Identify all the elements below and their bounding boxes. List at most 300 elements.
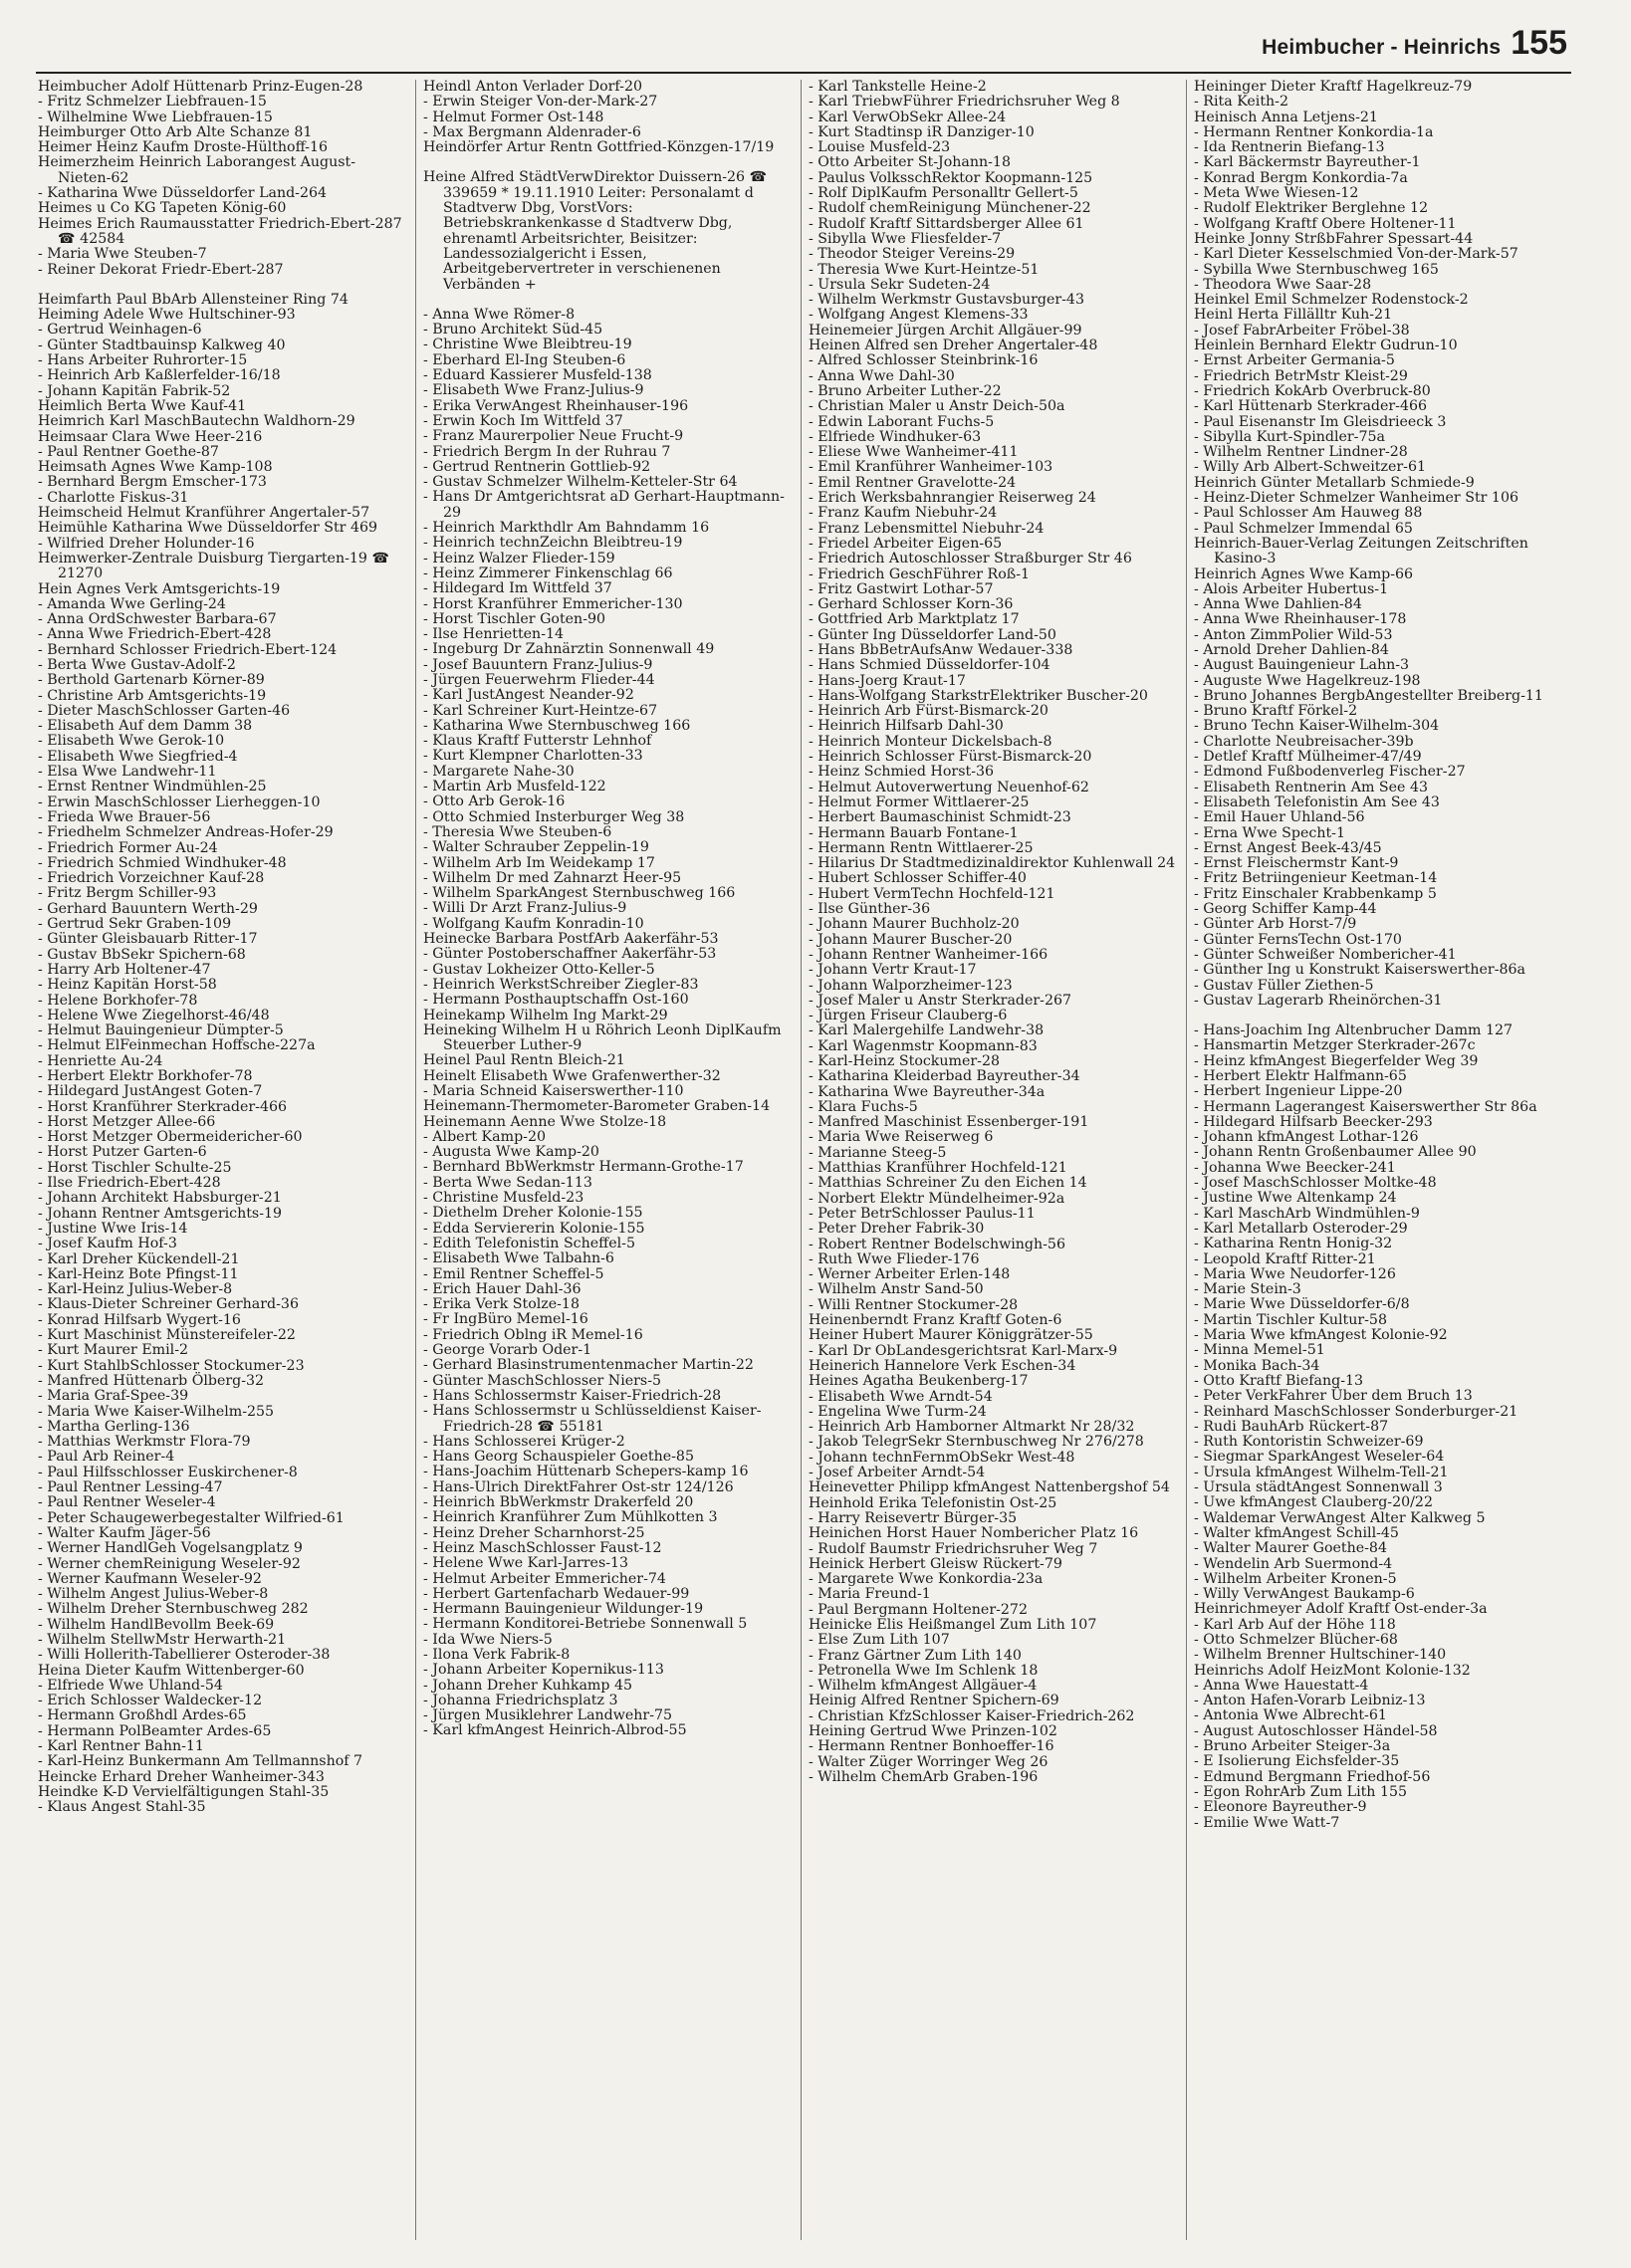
- directory-entry: - Franz Maurerpolier Neue Frucht-9: [423, 428, 684, 445]
- directory-entry: - Heinz-Dieter Schmelzer Wanheimer Str 106: [1194, 490, 1519, 507]
- directory-entry: - Helmut Arbeiter Emmericher-74: [423, 1570, 666, 1587]
- directory-entry: - Hildegard JustAngest Goten-7: [38, 1083, 263, 1100]
- directory-entry: Heimfarth Paul BbArb Allensteiner Ring 74: [38, 291, 349, 308]
- directory-entry: - Elisabeth Wwe Gerok-10: [38, 733, 225, 750]
- section-gap: [423, 293, 794, 308]
- directory-entry: Heiming Adele Wwe Hultschiner-93: [38, 307, 296, 324]
- directory-entry: - Paul Eisenanstr Im Gleisdrieeck 3: [1194, 413, 1447, 430]
- directory-entry: Heinrich Agnes Wwe Kamp-66: [1194, 566, 1414, 582]
- directory-entry: - Rudi BauhArb Rückert-87: [1194, 1418, 1389, 1435]
- directory-entry: - Karl Hüttenarb Sterkrader-466: [1194, 398, 1428, 415]
- directory-entry: - Kurt Stadtinsp iR Danziger-10: [809, 123, 1035, 140]
- directory-entry: - Meta Wwe Wiesen-12: [1194, 185, 1359, 202]
- directory-entry: - Harry Reisevertr Bürger-35: [809, 1509, 1018, 1526]
- directory-entry: - Emilie Wwe Watt-7: [1194, 1814, 1340, 1831]
- directory-entry: - Konrad Bergm Konkordia-7a: [1194, 169, 1408, 186]
- directory-entry: - Herbert Baumaschinist Schmidt-23: [809, 809, 1071, 826]
- directory-entry: - Karl Malergehilfe Landwehr-38: [809, 1022, 1045, 1039]
- directory-entry: - Marie Stein-3: [1194, 1281, 1301, 1298]
- directory-entry: - Antonia Wwe Albrecht-61: [1194, 1707, 1387, 1724]
- directory-entry: - Paul Rentner Weseler-4: [38, 1494, 216, 1511]
- directory-entry: - Josef Maler u Anstr Sterkrader-267: [809, 992, 1072, 1009]
- directory-entry: - Friedrich Oblng iR Memel-16: [423, 1326, 643, 1343]
- directory-entry: Hein Agnes Verk Amtsgerichts-19: [38, 580, 281, 597]
- directory-entry: - Matthias Werkmstr Flora-79: [38, 1434, 251, 1451]
- directory-entry: - Hermann Bauarb Fontane-1: [809, 824, 1019, 841]
- directory-entry: - Wendelin Arb Suermond-4: [1194, 1555, 1393, 1572]
- directory-entry: - August Bauingenieur Lahn-3: [1194, 657, 1410, 674]
- directory-entry: Heineking Wilhelm H u Röhrich Leonh DiplKaufm Steuerber Luther-9: [423, 1021, 782, 1054]
- directory-entry: - Bernhard Bergm Emscher-173: [38, 474, 267, 491]
- directory-entry: Heimrich Karl MaschBautechn Waldhorn-29: [38, 413, 355, 430]
- directory-entry: - Frieda Wwe Brauer-56: [38, 808, 211, 825]
- directory-entry: - Eduard Kassierer Musfeld-138: [423, 367, 652, 384]
- directory-entry: - Rudolf Elektriker Berglehne 12: [1194, 200, 1429, 217]
- directory-entry: - Elfriede Wwe Uhland-54: [38, 1677, 223, 1694]
- directory-entry: - Christine Wwe Bleibtreu-19: [423, 337, 632, 353]
- directory-entry: - Willy Arb Albert-Schweitzer-61: [1194, 459, 1427, 476]
- header-rule: [36, 72, 1571, 74]
- directory-entry: - Christine Arb Amtsgerichts-19: [38, 687, 267, 704]
- directory-entry: - Georg Schiffer Kamp-44: [1194, 901, 1377, 918]
- directory-entry: - Wolfgang Kraftf Obere Holtener-11: [1194, 215, 1457, 232]
- directory-entry: - Anna Wwe Dahlien-84: [1194, 596, 1362, 613]
- directory-entry: - Heinz Kapitän Horst-58: [38, 977, 217, 994]
- directory-entry: - Elisabeth Wwe Talbahn-6: [423, 1250, 614, 1267]
- directory-entry: - Sibylla Kurt-Spindler-75a: [1194, 428, 1385, 445]
- directory-entry: - Wilhelm StellwMstr Herwarth-21: [38, 1631, 287, 1648]
- directory-entry: - Maria Wwe Reiserweg 6: [809, 1129, 994, 1146]
- directory-entry: - Helmut Autoverwertung Neuenhof-62: [809, 779, 1089, 795]
- directory-entry: - Monika Bach-34: [1194, 1357, 1320, 1374]
- directory-entry: - Johann Architekt Habsburger-21: [38, 1190, 282, 1207]
- directory-entry: - Helmut ElFeinmechan Hoffsche-227a: [38, 1037, 316, 1054]
- directory-entry: - Herbert Elektr Halfmann-65: [1194, 1068, 1407, 1084]
- section-gap: [1194, 1009, 1564, 1023]
- directory-entry: - Günter Postoberschaffner Aakerfähr-53: [423, 946, 717, 963]
- directory-entry: - Herbert Elektr Borkhofer-78: [38, 1068, 253, 1084]
- directory-entry: - Hermann PolBeamter Ardes-65: [38, 1722, 272, 1739]
- directory-entry: - Gustav Schmelzer Wilhelm-Ketteler-Str 64: [423, 474, 738, 491]
- directory-entry: - Hermann Lagerangest Kaiserswerther Str 86a: [1194, 1098, 1537, 1115]
- directory-entry: - Hildegard Im Wittfeld 37: [423, 580, 612, 597]
- directory-entry: - Erich Hauer Dahl-36: [423, 1280, 582, 1297]
- directory-entry: - Helene Borkhofer-78: [38, 992, 198, 1009]
- directory-entry: - Heinrich Monteur Dickelsbach-8: [809, 733, 1052, 750]
- directory-entry: - Wilhelm HandlBevollm Beek-69: [38, 1616, 275, 1633]
- directory-entry: Heinekamp Wilhelm Ing Markt-29: [423, 1007, 668, 1023]
- directory-entry: - Kurt Klempner Charlotten-33: [423, 748, 643, 765]
- directory-entry: - Helmut Former Ost-148: [423, 109, 604, 125]
- directory-entry: - Eliese Wwe Wanheimer-411: [809, 444, 1019, 461]
- directory-entry: - Katharina Wwe Sternbuschweg 166: [423, 717, 691, 734]
- directory-entry: - Karl Dr ObLandesgerichtsrat Karl-Marx-9: [809, 1342, 1118, 1359]
- directory-entry: Heimühle Katharina Wwe Düsseldorfer Str 469: [38, 520, 378, 537]
- directory-entry: - Klaus Angest Stahl-35: [38, 1799, 206, 1816]
- directory-entry: - Heinz Zimmerer Finkenschlag 66: [423, 565, 673, 581]
- directory-entry: - Engelina Wwe Turm-24: [809, 1403, 987, 1420]
- directory-entry: - Margarete Nahe-30: [423, 763, 575, 780]
- directory-entry: Heinemann-Thermometer-Barometer Graben-14: [423, 1098, 771, 1115]
- directory-entry: - Willi Rentner Stockumer-28: [809, 1296, 1019, 1313]
- directory-entry: - Maria Wwe Steuben-7: [38, 246, 207, 263]
- directory-entry: - Günter Gleisbauarb Ritter-17: [38, 931, 258, 948]
- directory-entry: - Hermann Posthauptschaffn Ost-160: [423, 992, 689, 1009]
- directory-entry: - Karl-Heinz Stockumer-28: [809, 1053, 1001, 1069]
- directory-entry: - Wilhelm Brenner Hultschiner-140: [1194, 1647, 1447, 1664]
- directory-entry: - Egon RohrArb Zum Lith 155: [1194, 1783, 1408, 1800]
- directory-entry: - Marianne Steeg-5: [809, 1144, 947, 1161]
- directory-entry: - Hermann Rentner Konkordia-1a: [1194, 123, 1434, 140]
- directory-entry: - Johann kfmAngest Lothar-126: [1194, 1129, 1419, 1146]
- directory-entry: - Erwin Steiger Von-der-Mark-27: [423, 94, 658, 111]
- directory-entry: - Karl VerwObSekr Allee-24: [809, 109, 1007, 125]
- directory-entry: - Gustav Füller Ziethen-5: [1194, 977, 1374, 994]
- directory-entry: - Karl Tankstelle Heine-2: [809, 80, 987, 95]
- directory-entry: - Maria Freund-1: [809, 1586, 931, 1603]
- directory-entry: - Hermann Bauingenieur Wildunger-19: [423, 1601, 704, 1618]
- directory-entry: - Walter Züger Worringer Weg 26: [809, 1753, 1048, 1770]
- directory-entry: - Friedrich Autoschlosser Straßburger Str 46: [809, 551, 1132, 567]
- directory-entry: - Christine Musfeld-23: [423, 1190, 584, 1207]
- directory-entry: - Josef MaschSchlosser Moltke-48: [1194, 1175, 1437, 1192]
- directory-entry: - Ruth Kontoristin Schweizer-69: [1194, 1434, 1424, 1451]
- directory-entry: - Minna Memel-51: [1194, 1342, 1325, 1359]
- directory-entry: - Gustav Lagerarb Rheinörchen-31: [1194, 992, 1443, 1009]
- directory-entry: Heimscheid Helmut Kranführer Angertaler-57: [38, 505, 370, 522]
- directory-entry: Heina Dieter Kaufm Wittenberger-60: [38, 1662, 305, 1679]
- directory-entry: - Karl-Heinz Julius-Weber-8: [38, 1281, 233, 1298]
- directory-entry: - Karl Dieter Kesselschmied Von-der-Mark-57: [1194, 246, 1518, 263]
- directory-entry: - Bruno Kraftf Förkel-2: [1194, 703, 1358, 720]
- directory-entry: - Detlef Kraftf Mülheimer-47/49: [1194, 749, 1422, 766]
- directory-entry: - Günter Schweißer Nombericher-41: [1194, 946, 1457, 963]
- directory-entry: - Konrad Hilfsarb Wygert-16: [38, 1311, 241, 1328]
- directory-entry: - Gerhard Bauuntern Werth-29: [38, 900, 258, 917]
- directory-entry: - Erika Verk Stolze-18: [423, 1296, 580, 1313]
- directory-entry: - Friedrich GeschFührer Roß-1: [809, 566, 1031, 582]
- directory-entry: - Ernst Angest Beek-43/45: [1194, 839, 1382, 856]
- directory-entry: - Günter MaschSchlosser Niers-5: [423, 1372, 662, 1389]
- directory-entry: - Edwin Laborant Fuchs-5: [809, 413, 995, 430]
- directory-entry: - Wolfgang Angest Klemens-33: [809, 307, 1029, 324]
- directory-entry: Heinenberndt Franz Kraftf Goten-6: [809, 1312, 1062, 1329]
- directory-entry: - Helmut Former Wittlaerer-25: [809, 794, 1030, 810]
- directory-entry: Heinl Herta Fillälltr Kuh-21: [1194, 307, 1393, 324]
- directory-entry: Heinlein Bernhard Elektr Gudrun-10: [1194, 338, 1458, 354]
- directory-entry: - Werner HandlGeh Vogelsangplatz 9: [38, 1540, 303, 1557]
- directory-entry: Heincke Erhard Dreher Wanheimer-343: [38, 1768, 325, 1785]
- directory-entry: - Anna Wwe Friedrich-Ebert-428: [38, 626, 272, 643]
- directory-entry: Heimbucher Adolf Hüttenarb Prinz-Eugen-28: [38, 80, 363, 95]
- directory-entry: - Emil Hauer Uhland-56: [1194, 809, 1365, 826]
- directory-entry: - Rita Keith-2: [1194, 94, 1289, 111]
- directory-entry: - Ilona Verk Fabrik-8: [423, 1646, 571, 1663]
- directory-entry: - Karl MaschArb Windmühlen-9: [1194, 1205, 1420, 1222]
- directory-entry: - Horst Metzger Allee-66: [38, 1113, 216, 1130]
- directory-entry: - Johann Kapitän Fabrik-52: [38, 382, 231, 399]
- directory-entry: - Hermann Rentn Wittlaerer-25: [809, 839, 1034, 856]
- directory-entry: - Elisabeth Wwe Arndt-54: [809, 1388, 993, 1405]
- directory-entry: - Rudolf Baumstr Friedrichsruher Weg 7: [809, 1540, 1098, 1557]
- directory-entry: Heinen Alfred sen Dreher Angertaler-48: [809, 338, 1098, 354]
- directory-entry: - Christian Maler u Anstr Deich-50a: [809, 398, 1065, 415]
- directory-entry: - Horst Kranführer Sterkrader-466: [38, 1098, 288, 1115]
- directory-entry: - Gertrud Rentnerin Gottlieb-92: [423, 458, 651, 475]
- directory-entry: - Johann Maurer Buchholz-20: [809, 916, 1020, 933]
- directory-entry: - Friedrich BetrMstr Kleist-29: [1194, 367, 1408, 384]
- directory-entry: Heimwerker-Zentrale Duisburg Tiergarten-19 ☎ 21270: [38, 550, 390, 582]
- directory-entry: Heimes Erich Raumausstatter Friedrich-Ebert-287 ☎ 42584: [38, 215, 402, 247]
- directory-entry: Heinemeier Jürgen Archit Allgäuer-99: [809, 322, 1082, 339]
- directory-entry: - Wilhelm kfmAngest Allgäuer-4: [809, 1678, 1038, 1695]
- directory-entry: - Matthias Schreiner Zu den Eichen 14: [809, 1175, 1087, 1192]
- directory-entry: - Theresia Wwe Kurt-Heintze-51: [809, 261, 1040, 278]
- directory-entry: - Ilse Günther-36: [809, 901, 931, 918]
- directory-entry: - Auguste Wwe Hagelkreuz-198: [1194, 672, 1421, 689]
- directory-entry: - Bernhard BbWerkmstr Hermann-Grothe-17: [423, 1159, 744, 1176]
- directory-entry: - Helmut Bauingenieur Dümpter-5: [38, 1022, 284, 1039]
- directory-entry: Heinrichs Adolf HeizMont Kolonie-132: [1194, 1662, 1471, 1679]
- directory-entry: - Matthias Kranführer Hochfeld-121: [809, 1160, 1067, 1177]
- directory-entry: - Hans-Joachim Ing Altenbrucher Damm 127: [1194, 1022, 1514, 1039]
- directory-entry: - Norbert Elektr Mündelheimer-92a: [809, 1190, 1065, 1207]
- directory-entry: - Wolfgang Kaufm Konradin-10: [423, 915, 644, 932]
- directory-entry: - Sibylla Wwe Fliesfelder-7: [809, 230, 1002, 247]
- directory-entry: - Gottfried Arb Marktplatz 17: [809, 611, 1020, 628]
- running-head: Heimbucher - Heinrichs: [1262, 36, 1502, 59]
- directory-entry: - Heinz kfmAngest Biegerfelder Weg 39: [1194, 1052, 1479, 1069]
- directory-entry: - Johanna Wwe Beecker-241: [1194, 1159, 1396, 1176]
- directory-entry: - Paul Schlosser Am Hauweg 88: [1194, 505, 1423, 522]
- section-gap: [423, 155, 794, 170]
- directory-entry: - Wilhelmine Wwe Liebfrauen-15: [38, 109, 273, 125]
- directory-entry: - Wilhelm Angest Julius-Weber-8: [38, 1586, 269, 1603]
- directory-entry: - Fritz Einschaler Krabbenkamp 5: [1194, 885, 1437, 902]
- column-4: [1186, 80, 1571, 2240]
- directory-entry: - Hans Georg Schauspieler Goethe-85: [423, 1449, 694, 1466]
- directory-entry: - Jürgen Musiklehrer Landwehr-75: [423, 1707, 673, 1724]
- directory-entry: - Friedrich Bergm In der Ruhrau 7: [423, 443, 671, 460]
- directory-entry: - Maria Wwe Kaiser-Wilhelm-255: [38, 1403, 275, 1420]
- directory-entry: - Maria Graf-Spee-39: [38, 1388, 189, 1405]
- directory-entry: - Wilhelm SparkAngest Sternbuschweg 166: [423, 885, 736, 902]
- directory-entry: - Bruno Arbeiter Luther-22: [809, 382, 1002, 399]
- directory-entry: - Erwin Koch Im Wittfeld 37: [423, 412, 623, 429]
- directory-entry: - Willi Dr Arzt Franz-Julius-9: [423, 900, 627, 917]
- directory-entry: - Max Bergmann Aldenrader-6: [423, 123, 641, 140]
- directory-entry: - Otto Arbeiter St-Johann-18: [809, 154, 1011, 171]
- directory-entry: - Elisabeth Auf dem Damm 38: [38, 718, 253, 735]
- directory-entry: - Elisabeth Rentnerin Am See 43: [1194, 779, 1429, 795]
- directory-entry: - Josef Bauuntern Franz-Julius-9: [423, 656, 653, 673]
- directory-entry: - Ingeburg Dr Zahnärztin Sonnenwall 49: [423, 641, 715, 658]
- directory-entry: - Hans Schlossermstr Kaiser-Friedrich-28: [423, 1387, 722, 1404]
- directory-entry: Heinerich Hannelore Verk Eschen-34: [809, 1357, 1076, 1374]
- directory-entry: - Elisabeth Wwe Siegfried-4: [38, 748, 238, 765]
- directory-entry: - Anna Wwe Hauestatt-4: [1194, 1677, 1369, 1694]
- directory-entry: - Horst Tischler Schulte-25: [38, 1159, 232, 1176]
- directory-entry: - Fritz Bergm Schiller-93: [38, 885, 217, 902]
- directory-entry: - Katharina Wwe Düsseldorfer Land-264: [38, 185, 328, 202]
- directory-entry: - Kurt Maschinist Münstereifeler-22: [38, 1327, 296, 1344]
- directory-entry: - Horst Tischler Goten-90: [423, 610, 606, 627]
- directory-entry: - Hermann Rentner Bonhoeffer-16: [809, 1738, 1054, 1755]
- directory-entry: - Friedrich Vorzeichner Kauf-28: [38, 870, 265, 887]
- directory-entry: - Johann Vertr Kraut-17: [809, 962, 977, 979]
- directory-entry: - Günter Arb Horst-7/9: [1194, 916, 1357, 933]
- directory-entry: - Wilhelm Dr med Zahnarzt Heer-95: [423, 869, 682, 886]
- directory-entry: - Katharina Rentn Honig-32: [1194, 1236, 1393, 1252]
- directory-entry: - Elsa Wwe Landwehr-11: [38, 764, 217, 781]
- directory-entry: - Heinrich Arb Hamborner Altmarkt Nr 28/32: [809, 1419, 1135, 1436]
- directory-entry: - Berta Wwe Gustav-Adolf-2: [38, 656, 236, 673]
- directory-entry: - Bruno Johannes BergbAngestellter Breiberg-11: [1194, 687, 1543, 704]
- directory-entry: Heinick Herbert Gleisw Rückert-79: [809, 1555, 1062, 1572]
- directory-entry: - Heinz MaschSchlosser Faust-12: [423, 1539, 662, 1556]
- directory-entry: - Erika VerwAngest Rheinhauser-196: [423, 397, 689, 414]
- directory-entry: - Harry Arb Holtener-47: [38, 961, 211, 978]
- section-gap: [38, 278, 408, 293]
- directory-entry: - Bruno Techn Kaiser-Wilhelm-304: [1194, 718, 1440, 735]
- directory-entry: Heinichen Horst Hauer Nombericher Platz 16: [809, 1525, 1139, 1542]
- directory-entry: - Hans Schmied Düsseldorfer-104: [809, 657, 1050, 674]
- directory-entry: - Klaus-Dieter Schreiner Gerhard-36: [38, 1296, 299, 1313]
- directory-entry: - Johann Arbeiter Kopernikus-113: [423, 1662, 664, 1679]
- directory-entry: - Bruno Arbeiter Steiger-3a: [1194, 1738, 1391, 1755]
- directory-entry: - Franz Kaufm Niebuhr-24: [809, 505, 998, 522]
- directory-entry: - Heinz Schmied Horst-36: [809, 764, 995, 781]
- directory-entry: Heimlich Berta Wwe Kauf-41: [38, 397, 247, 414]
- directory-entry: - Walter Maurer Goethe-84: [1194, 1540, 1387, 1557]
- directory-entry: - August Autoschlosser Händel-58: [1194, 1722, 1438, 1739]
- directory-entry: Heinel Paul Rentn Bleich-21: [423, 1052, 625, 1069]
- directory-entry: - Horst Kranführer Emmericher-130: [423, 595, 683, 612]
- directory-entry: - Paul Rentner Lessing-47: [38, 1479, 223, 1496]
- directory-entry: Heindl Anton Verlader Dorf-20: [423, 80, 643, 95]
- directory-entry: - Hans Schlossermstr u Schlüsseldienst Kaiser-Friedrich-28 ☎ 55181: [423, 1403, 762, 1435]
- directory-entry: - Josef Arbeiter Arndt-54: [809, 1465, 986, 1481]
- directory-entry: - Wilhelm Anstr Sand-50: [809, 1281, 984, 1298]
- directory-entry: - Hildegard Hilfsarb Beecker-293: [1194, 1113, 1433, 1130]
- directory-entry: - E Isolierung Eichsfelder-35: [1194, 1753, 1400, 1770]
- directory-entry: Heimer Heinz Kaufm Droste-Hülthoff-16: [38, 139, 329, 156]
- directory-entry: - Wilhelm Dreher Sternbuschweg 282: [38, 1601, 309, 1618]
- page-header: [1262, 26, 1567, 60]
- directory-entry: - Elisabeth Telefonistin Am See 43: [1194, 794, 1440, 810]
- directory-entry: - Peter Schaugewerbegestalter Wilfried-61: [38, 1509, 345, 1526]
- directory-entry: - Ida Rentnerin Biefang-13: [1194, 139, 1385, 156]
- directory-entry: - Anton Hafen-Vorarb Leibniz-13: [1194, 1693, 1426, 1709]
- directory-entry: - Heinrich WerkstSchreiber Ziegler-83: [423, 976, 699, 993]
- directory-entry: - Gerhard Schlosser Korn-36: [809, 596, 1014, 613]
- directory-entry: - Paul Rentner Goethe-87: [38, 443, 219, 460]
- directory-entry: - Ernst Rentner Windmühlen-25: [38, 779, 267, 795]
- directory-entry: - Karl kfmAngest Heinrich-Albrod-55: [423, 1722, 687, 1739]
- directory-entry: - Horst Metzger Obermeidericher-60: [38, 1129, 303, 1146]
- directory-entry: - Ida Wwe Niers-5: [423, 1631, 553, 1648]
- directory-entry: - Christian KfzSchlosser Kaiser-Friedrich-262: [809, 1707, 1135, 1724]
- directory-entry: - Heinrich Kranführer Zum Mühlkotten 3: [423, 1509, 718, 1526]
- column-1: [36, 80, 415, 2240]
- directory-entry: - Johann Rentner Wanheimer-166: [809, 946, 1048, 963]
- directory-entry: - Maria Schneid Kaiserswerther-110: [423, 1083, 684, 1099]
- directory-entry: Heimes u Co KG Tapeten König-60: [38, 200, 287, 217]
- directory-entry: - Friedrich KokArb Overbruck-80: [1194, 382, 1431, 399]
- directory-entry: - Berta Wwe Sedan-113: [423, 1174, 592, 1191]
- directory-entry: - Wilhelm Arbeiter Kronen-5: [1194, 1570, 1397, 1587]
- directory-entry: - Edmund Bergmann Friedhof-56: [1194, 1768, 1431, 1785]
- directory-entry: - Bruno Architekt Süd-45: [423, 322, 603, 339]
- directory-entry: - Werner chemReinigung Weseler-92: [38, 1555, 301, 1572]
- directory-entry: - Peter VerkFahrer Über dem Bruch 13: [1194, 1388, 1473, 1405]
- directory-entry: - Justine Wwe Altenkamp 24: [1194, 1190, 1397, 1207]
- directory-entry: - Herbert Ingenieur Lippe-20: [1194, 1083, 1403, 1100]
- directory-entry: - Karl-Heinz Bote Pfingst-11: [38, 1265, 239, 1282]
- directory-entry: - Hans-Ulrich DirektFahrer Ost-str 124/126: [423, 1478, 734, 1495]
- directory-entry: Heimerzheim Heinrich Laborangest August-Nieten-62: [38, 154, 356, 186]
- directory-entry: - Theresia Wwe Steuben-6: [423, 823, 612, 840]
- directory-entry: - Diethelm Dreher Kolonie-155: [423, 1205, 643, 1222]
- directory-entry: - Rudolf chemReinigung Münchener-22: [809, 200, 1091, 217]
- directory-entry: - Franz Lebensmittel Niebuhr-24: [809, 520, 1045, 537]
- directory-entry: - Reinhard MaschSchlosser Sonderburger-21: [1194, 1403, 1518, 1420]
- directory-entry: - Walter kfmAngest Schill-45: [1194, 1524, 1399, 1541]
- directory-entry: - Anna OrdSchwester Barbara-67: [38, 611, 277, 628]
- directory-entry: Heinrich Günter Metallarb Schmiede-9: [1194, 474, 1475, 491]
- directory-entry: - Fritz Schmelzer Liebfrauen-15: [38, 94, 267, 111]
- directory-entry: - Gertrud Sekr Graben-109: [38, 916, 232, 933]
- directory-entry: - Louise Musfeld-23: [809, 139, 951, 156]
- directory-entry: - Petronella Wwe Im Schlenk 18: [809, 1662, 1039, 1679]
- directory-entry: - Alfred Schlosser Steinbrink-16: [809, 352, 1039, 369]
- directory-entry: Heinrich-Bauer-Verlag Zeitungen Zeitschriften Kasino-3: [1194, 535, 1528, 567]
- directory-entry: - Erich Werksbahnrangier Reiserweg 24: [809, 490, 1096, 507]
- directory-entry: - Amanda Wwe Gerling-24: [38, 595, 226, 612]
- directory-entry: - Martin Arb Musfeld-122: [423, 779, 606, 795]
- directory-entry: Heinhold Erika Telefonistin Ost-25: [809, 1494, 1057, 1511]
- directory-entry: Heining Gertrud Wwe Prinzen-102: [809, 1723, 1057, 1740]
- directory-entry: - Kurt StahlbSchlosser Stockumer-23: [38, 1357, 305, 1374]
- directory-entry: - Eleonore Bayreuther-9: [1194, 1799, 1367, 1816]
- directory-entry: - Ernst Arbeiter Germania-5: [1194, 352, 1395, 369]
- directory-entry: - Heinrich technZeichn Bleibtreu-19: [423, 535, 683, 552]
- directory-entry: - Wilhelm Arb Im Weidekamp 17: [423, 854, 655, 871]
- directory-entry: - Waldemar VerwAngest Alter Kalkweg 5: [1194, 1509, 1486, 1526]
- directory-entry: - Ilse Henrietten-14: [423, 626, 565, 643]
- directory-entry: - Manfred Maschinist Essenberger-191: [809, 1114, 1089, 1131]
- directory-entry: - Otto Arb Gerok-16: [423, 794, 566, 810]
- directory-entry: - Karl Arb Auf der Höhe 118: [1194, 1616, 1396, 1633]
- directory-entry: - Ilse Friedrich-Ebert-428: [38, 1175, 221, 1192]
- directory-entry: Heinicke Elis Heißmangel Zum Lith 107: [809, 1616, 1097, 1633]
- directory-entry: - Wilhelm Rentner Lindner-28: [1194, 444, 1408, 461]
- directory-entry: - Reiner Dekorat Friedr-Ebert-287: [38, 261, 284, 278]
- directory-entry: - Hans Dr Amtgerichtsrat aD Gerhart-Hauptmann-29: [423, 489, 785, 521]
- directory-entry: - Edith Telefonistin Scheffel-5: [423, 1235, 635, 1251]
- directory-entry: - Martin Tischler Kultur-58: [1194, 1311, 1387, 1328]
- directory-entry: - Hermann Konditorei-Betriebe Sonnenwall 5: [423, 1616, 748, 1633]
- directory-entry: - Heinrich Arb Kaßlerfelder-16/18: [38, 367, 281, 384]
- directory-entry: - Hans BbBetrAufsAnw Wedauer-338: [809, 641, 1073, 658]
- directory-entry: - Johann Maurer Buscher-20: [809, 931, 1013, 948]
- directory-entry: Heinkel Emil Schmelzer Rodenstock-2: [1194, 292, 1469, 309]
- directory-entry: - Else Zum Lith 107: [809, 1632, 950, 1649]
- directory-entry: - Ernst Fleischermstr Kant-9: [1194, 855, 1399, 872]
- directory-entry: - Franz Gärtner Zum Lith 140: [809, 1647, 1022, 1664]
- directory-entry: - Heinrich Hilfsarb Dahl-30: [809, 718, 1004, 735]
- directory-entry: - Uwe kfmAngest Clauberg-20/22: [1194, 1494, 1433, 1511]
